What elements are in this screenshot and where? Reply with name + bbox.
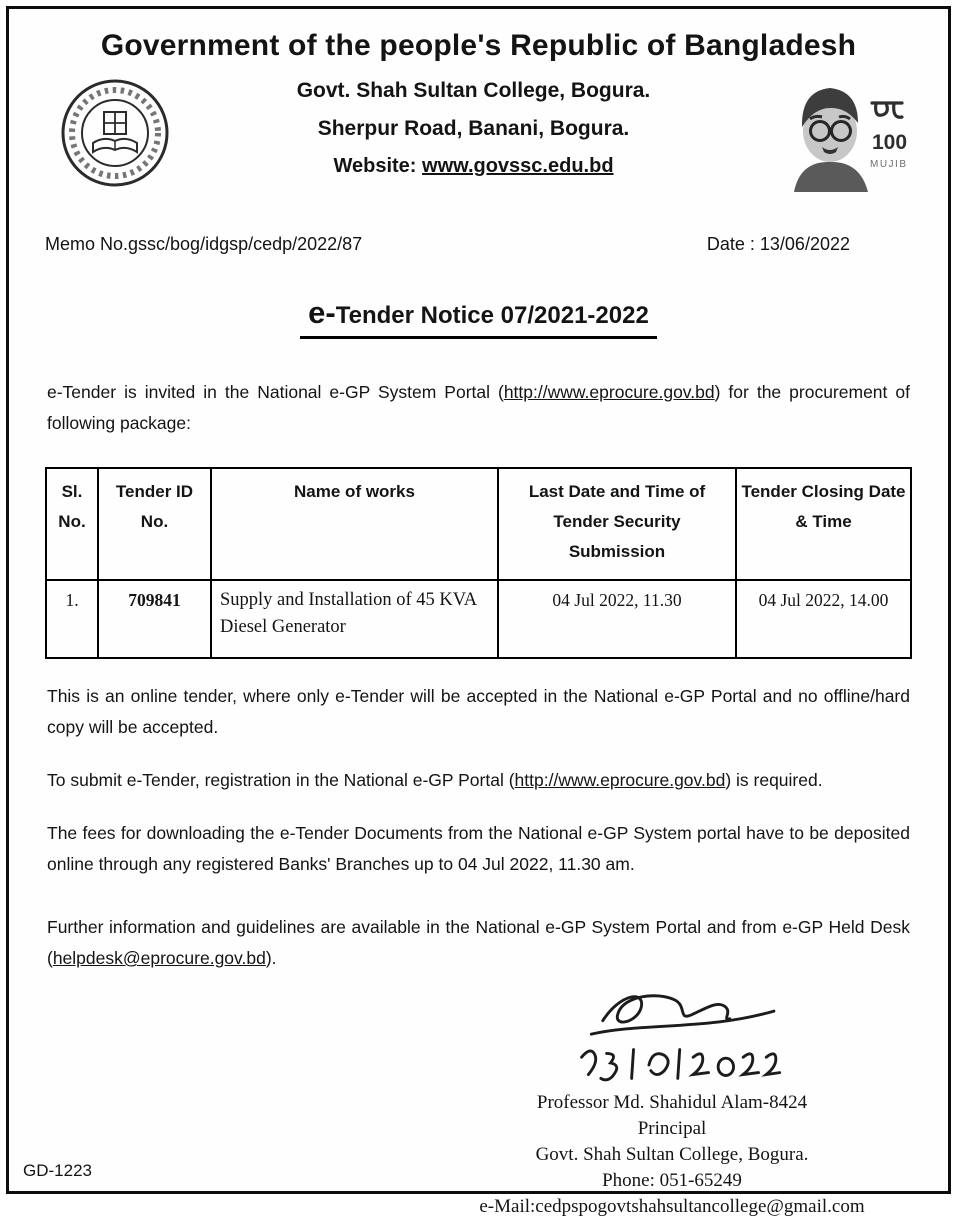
- signatory-email: e-Mail:cedpspogovtshahsultancollege@gmail.com: [479, 1196, 865, 1217]
- website-line: [163, 155, 784, 178]
- mujib-label-text: MUJIB: [870, 159, 908, 170]
- cell-sl-no: 1.: [46, 580, 98, 658]
- p1-text-after: ) for the procurement of following package:: [47, 382, 910, 433]
- memo-line: [45, 234, 912, 255]
- memo-date: Date : 13/06/2022: [706, 234, 850, 254]
- college-seal-icon: [45, 77, 163, 194]
- website-label: Website:: [333, 155, 423, 177]
- tender-table: [45, 467, 912, 659]
- signatory-phone: Phone: 051-65249: [602, 1170, 742, 1191]
- table-row: [46, 580, 911, 658]
- college-address: Sherpur Road, Banani, Bogura.: [317, 117, 630, 140]
- website-link[interactable]: www.govssc.edu.bd: [422, 155, 614, 177]
- p3-text-before: To submit e-Tender, registration in the National e-GP Portal (: [47, 770, 515, 790]
- letterhead: [45, 69, 912, 198]
- document-page: [6, 6, 951, 1217]
- col-header-tender-id: Tender ID No.: [98, 468, 211, 580]
- notice-title: [300, 295, 657, 339]
- college-name: Govt. Shah Sultan College, Bogura.: [296, 79, 651, 102]
- mujib-100-svg: [784, 75, 908, 193]
- cell-security-datetime: 04 Jul 2022, 11.30: [498, 580, 736, 658]
- form-code: GD-1223: [23, 1161, 92, 1180]
- eprocure-link-2[interactable]: http://www.eprocure.gov.bd: [514, 770, 726, 790]
- col-header-sl-no: Sl. No.: [46, 468, 98, 580]
- signatory-college: Govt. Shah Sultan College, Bogura.: [535, 1144, 809, 1165]
- p5-text-before: Further information and guidelines are available in the National e-GP System Portal and from e-GP Held Desk (: [47, 917, 910, 968]
- signature-block: [432, 988, 912, 1220]
- p1-text-before: e-Tender is invited in the National e-GP System Portal (: [47, 382, 504, 402]
- col-header-name-of-works: Name of works: [211, 468, 498, 580]
- mujib-100-text: 100: [872, 131, 908, 154]
- notice-title-e-prefix: e-: [308, 295, 336, 330]
- handwritten-signature-icon: [546, 988, 798, 1088]
- memo-number: Memo No.gssc/bog/idgsp/cedp/2022/87: [45, 234, 363, 254]
- helpdesk-email-link[interactable]: helpdesk@eprocure.gov.bd: [52, 948, 266, 968]
- notice-title-wrap: [45, 295, 912, 339]
- mujib-100-logo: [784, 75, 912, 198]
- p5-text-after: ).: [265, 948, 277, 968]
- paragraph-fees: The fees for downloading the e-Tender Documents from the National e-GP System portal have to be deposited online through any registered Banks' Branches up to 04 Jul 2022, 11.30 am.: [47, 823, 910, 874]
- table-header-row: [46, 468, 911, 580]
- paragraph-online-only: This is an online tender, where only e-Tender will be accepted in the National e-GP Portal and no offline/hard copy will be accepted.: [47, 686, 910, 737]
- eprocure-link-1[interactable]: http://www.eprocure.gov.bd: [503, 382, 715, 402]
- signatory-name: Professor Md. Shahidul Alam-8424: [536, 1092, 808, 1113]
- signatory-title: Principal: [637, 1118, 707, 1139]
- col-header-closing: Tender Closing Date & Time: [736, 468, 911, 580]
- paragraph-invitation: [47, 377, 910, 439]
- cell-name-of-works: Supply and Installation of 45 KVA Diesel Generator: [211, 580, 498, 658]
- p3-text-after: ) is required.: [725, 770, 823, 790]
- notice-title-rest: Tender Notice 07/2021-2022: [335, 302, 649, 329]
- col-header-security-submission: Last Date and Time of Tender Security Submission: [498, 468, 736, 580]
- paragraph-helpdesk: [47, 912, 910, 974]
- government-title: Government of the people's Republic of Bangladesh: [100, 29, 857, 62]
- paragraph-registration: [47, 765, 910, 796]
- cell-tender-id: 709841: [98, 580, 211, 658]
- letterhead-text: [163, 69, 784, 178]
- cell-closing-datetime: 04 Jul 2022, 14.00: [736, 580, 911, 658]
- college-seal-svg: [59, 77, 171, 189]
